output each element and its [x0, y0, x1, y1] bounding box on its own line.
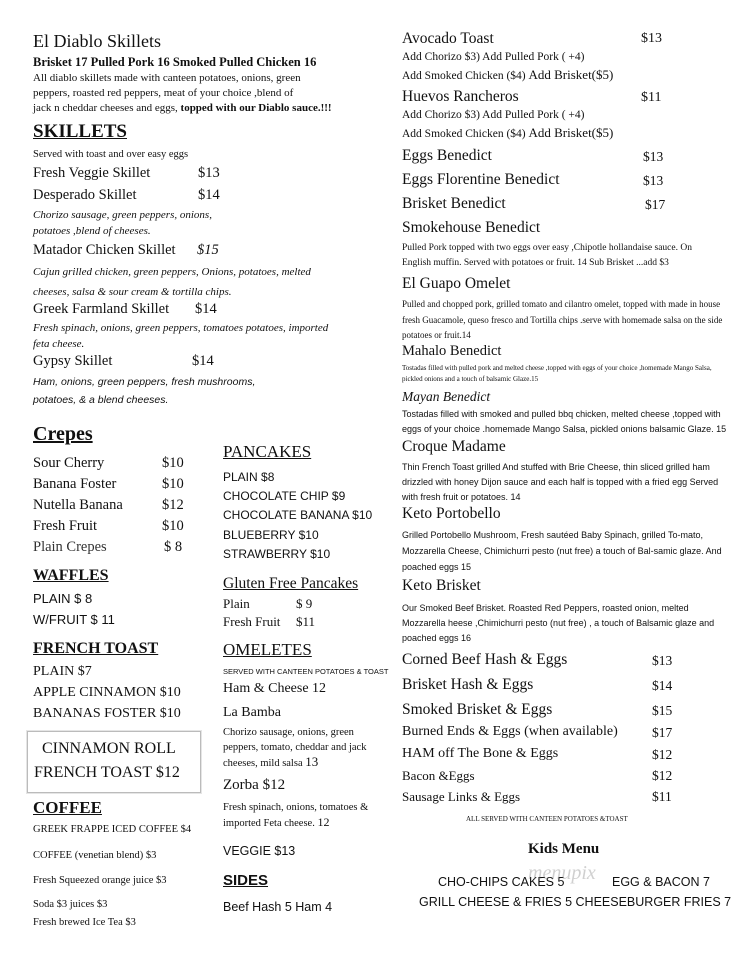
omelettes-title: OMELETES [223, 640, 312, 659]
avocado-add-2a: Add Smoked Chicken ($4) [402, 70, 529, 82]
benedict-price-2: $17 [645, 197, 666, 212]
keto-portobello-name: Keto Portobello [402, 505, 501, 522]
hash-price-6: $11 [652, 789, 672, 804]
hash-price-0: $13 [652, 653, 673, 668]
hash-name-2: Smoked Brisket & Eggs [402, 701, 553, 718]
cinnamon-roll-line-1: CINNAMON ROLL [42, 740, 176, 757]
gluten-free-name-0: Plain [223, 596, 250, 611]
mahalo-name: Mahalo Benedict [402, 343, 502, 359]
skillet-price-0: $13 [198, 165, 220, 181]
served-note: ALL SERVED WITH CANTEEN POTATOES &TOAST [466, 815, 628, 823]
sides-title: SIDES [223, 872, 269, 889]
avocado-add-2 [402, 67, 613, 83]
benedict-price-1: $13 [643, 173, 664, 188]
skillet-desc-4: Ham, onions, green peppers, fresh mushrooms, potatoes, & a blend cheeses. [33, 376, 256, 406]
smokehouse-desc: Pulled Pork topped with two eggs over easy ,Chipotle hollandaise sauce. On English muffin. Served with potatoes or fruit. 14 Sub Brisket ...add $3 [402, 243, 692, 268]
el-diablo-desc-3a: jack n cheddar cheeses and eggs, [33, 102, 181, 114]
huevos-add-2b: Add Brisket($5) [528, 125, 614, 140]
skillets-title: SKILLETS [33, 121, 127, 142]
gluten-free-name-1: Fresh Fruit [223, 614, 281, 629]
la-bamba-price: 13 [305, 754, 319, 769]
hash-price-4: $12 [652, 747, 673, 762]
french-toast-item-2: BANANAS FOSTER $10 [33, 706, 181, 721]
avocado-add-1: Add Chorizo $3) Add Pulled Pork ( +4) [402, 51, 585, 63]
guapo-desc: Pulled and chopped pork, grilled tomato and cilantro omelet, topped with made in house fresh Guacamole, queso fresco and Tortilla chips .serve with homemade salsa on the side potatoes or fruit.14 [402, 299, 723, 340]
skillet-price-2: $15 [197, 242, 219, 258]
pancake-item-3: BLUEBERRY $10 [223, 528, 319, 542]
benedict-name-2: Brisket Benedict [402, 195, 506, 212]
skillet-desc-1: Chorizo sausage, green peppers, onions, potatoes ,blend of cheeses. [33, 209, 212, 237]
waffle-item-0: PLAIN $ 8 [33, 591, 93, 606]
pancake-item-4: STRAWBERRY $10 [223, 547, 331, 561]
cinnamon-roll-line-2: FRENCH TOAST $12 [34, 764, 180, 781]
crepes-title: Crepes [33, 423, 93, 445]
hash-price-1: $14 [652, 678, 673, 693]
skillet-desc-2: Cajun grilled chicken, green peppers, Onions, potatoes, melted cheeses, salsa & sour cream & tortilla chips. [33, 266, 311, 298]
huevos-add-2a: Add Smoked Chicken ($4) [402, 128, 529, 140]
zorba-desc-text: Fresh spinach, onions, tomatoes & imported Feta cheese. [223, 802, 369, 829]
el-diablo-desc-1: All diablo skillets made with canteen potatoes, onions, green [33, 72, 301, 84]
croque-name: Croque Madame [402, 438, 506, 455]
pancake-item-0: PLAIN $8 [223, 470, 275, 484]
zorba-omelette: Zorba $12 [223, 777, 286, 793]
hash-price-2: $15 [652, 703, 673, 718]
mayan-desc: Tostadas filled with smoked and pulled bbq chicken, melted cheese ,topped with eggs of your choice .homemade Mango Salsa, pickled onions balsamic Glaze. 15 [402, 409, 727, 434]
kids-line-1b: EGG & BACON 7 [612, 875, 710, 889]
hash-name-4: HAM off The Bone & Eggs [402, 746, 559, 761]
coffee-item-2: Fresh Squeezed orange juice $3 [33, 875, 167, 886]
gluten-free-title: Gluten Free Pancakes [223, 575, 359, 592]
french-toast-title: FRENCH TOAST [33, 640, 159, 657]
omelettes-note: SERVED WITH CANTEEN POTATOES & TOAST [223, 667, 389, 676]
watermark-logo: menupix [528, 862, 596, 884]
huevos-add-2 [402, 125, 613, 141]
hash-price-5: $12 [652, 768, 673, 783]
skillet-name-2: Matador Chicken Skillet [33, 242, 176, 258]
crepe-name-1: Banana Foster [33, 476, 117, 492]
guapo-name: El Guapo Omelet [402, 275, 511, 292]
crepe-price-1: $10 [162, 476, 184, 492]
coffee-item-3: Soda $3 juices $3 [33, 899, 108, 910]
crepe-price-4: $ 8 [164, 539, 183, 555]
kids-menu-title: Kids Menu [528, 841, 600, 857]
skillet-name-1: Desperado Skillet [33, 187, 137, 203]
keto-brisket-name: Keto Brisket [402, 577, 481, 594]
ham-cheese-omelette: Ham & Cheese 12 [223, 681, 327, 696]
skillet-name-4: Gypsy Skillet [33, 353, 113, 369]
skillet-desc-3: Fresh spinach, onions, green peppers, tomatoes potatoes, imported feta cheese. [33, 322, 329, 350]
la-bamba-desc [223, 726, 383, 772]
french-toast-item-1: APPLE CINNAMON $10 [33, 685, 181, 700]
crepe-name-0: Sour Cherry [33, 455, 105, 471]
el-diablo-prices: Brisket 17 Pulled Pork 16 Smoked Pulled Chicken 16 [33, 55, 317, 69]
crepe-price-0: $10 [162, 455, 184, 471]
el-diablo-title: El Diablo Skillets [33, 31, 161, 51]
coffee-item-1: COFFEE (venetian blend) $3 [33, 850, 157, 861]
la-bamba-desc-text: Chorizo sausage, onions, green peppers, tomato, cheddar and jack cheeses, mild salsa [223, 727, 367, 769]
smokehouse-name: Smokehouse Benedict [402, 219, 541, 236]
hash-name-1: Brisket Hash & Eggs [402, 676, 534, 693]
kids-line-1a: CHO-CHIPS CAKES 5 [438, 875, 565, 889]
gluten-free-price-1: $11 [296, 614, 316, 629]
benedict-name-0: Eggs Benedict [402, 147, 492, 164]
hash-name-0: Corned Beef Hash & Eggs [402, 651, 568, 668]
crepe-name-4: Plain Crepes [33, 539, 107, 555]
el-diablo-desc-3 [33, 102, 332, 114]
el-diablo-desc-3b: topped with our Diablo sauce.!!! [180, 102, 332, 114]
gluten-free-price-0: $ 9 [296, 596, 313, 611]
mayan-name: Mayan Benedict [402, 389, 491, 404]
hash-price-3: $17 [652, 725, 673, 740]
coffee-item-4: Fresh brewed Ice Tea $3 [33, 917, 136, 928]
keto-portobello-desc: Grilled Portobello Mushroom, Fresh sautéed Baby Spinach, grilled To-mato, Mozzarella Cheese, Chimichurri pesto (nut free) a touch of Bal-samic glaze. And poached eggs 15 [402, 530, 722, 572]
el-diablo-desc-2: peppers, roasted red peppers, meat of your choice ,blend of [33, 87, 294, 99]
skillet-price-3: $14 [195, 301, 217, 317]
keto-brisket-desc: Our Smoked Beef Brisket. Roasted Red Peppers, roasted onion, melted Mozzarella heese ,Chimichurri pesto (nut free) , a touch of Balsamic glaze and poached eggs 16 [402, 603, 715, 643]
skillet-price-1: $14 [198, 187, 220, 203]
huevos-price: $11 [641, 90, 662, 105]
hash-name-5: Bacon &Eggs [402, 768, 475, 783]
crepe-name-3: Fresh Fruit [33, 518, 98, 534]
skillets-note: Served with toast and over easy eggs [33, 149, 189, 160]
crepe-price-2: $12 [162, 497, 184, 513]
croque-desc: Thin French Toast grilled And stuffed with Brie Cheese, thin sliced grilled ham drizzled with honey Dijon sauce and each half is topped with a fried egg Served with fresh fruit or potatoes. 14 [402, 462, 719, 502]
waffle-item-1: W/FRUIT $ 11 [33, 612, 115, 627]
avocado-toast-price: $13 [641, 31, 662, 46]
skillet-name-0: Fresh Veggie Skillet [33, 165, 151, 181]
zorba-desc [223, 800, 388, 831]
huevos-name: Huevos Rancheros [402, 88, 519, 105]
sides-items: Beef Hash 5 Ham 4 [223, 900, 333, 914]
skillet-name-3: Greek Farmland Skillet [33, 301, 170, 317]
coffee-title: COFFEE [33, 798, 102, 817]
kids-line-2: GRILL CHEESE & FRIES 5 CHEESEBURGER FRIES 7 [419, 895, 732, 909]
benedict-name-1: Eggs Florentine Benedict [402, 171, 560, 188]
crepe-price-3: $10 [162, 518, 184, 534]
hash-name-6: Sausage Links & Eggs [402, 789, 521, 804]
avocado-toast-name: Avocado Toast [402, 30, 494, 47]
skillet-price-4: $14 [192, 353, 214, 369]
zorba-price: 12 [317, 815, 330, 829]
pancakes-title: PANCAKES [223, 442, 312, 461]
hash-name-3: Burned Ends & Eggs (when available) [402, 724, 618, 739]
mahalo-desc: Tostadas filled with pulled pork and melted cheese ,topped with eggs of your choice ,homemade Mango Salsa, pickled onions and a touch of balsamic Glaze.15 [402, 364, 712, 383]
avocado-add-2b: Add Brisket($5) [528, 67, 614, 82]
huevos-add-1: Add Chorizo $3) Add Pulled Pork ( +4) [402, 109, 585, 121]
crepe-name-2: Nutella Banana [33, 497, 123, 513]
veggie-omelette: VEGGIE $13 [223, 844, 296, 858]
pancake-item-2: CHOCOLATE BANANA $10 [223, 508, 373, 522]
pancake-item-1: CHOCOLATE CHIP $9 [223, 489, 346, 503]
la-bamba-omelette: La Bamba [223, 705, 281, 720]
waffles-title: WAFFLES [33, 567, 109, 584]
french-toast-item-0: PLAIN $7 [33, 664, 92, 679]
coffee-item-0: GREEK FRAPPE ICED COFFEE $4 [33, 824, 192, 835]
benedict-price-0: $13 [643, 149, 664, 164]
